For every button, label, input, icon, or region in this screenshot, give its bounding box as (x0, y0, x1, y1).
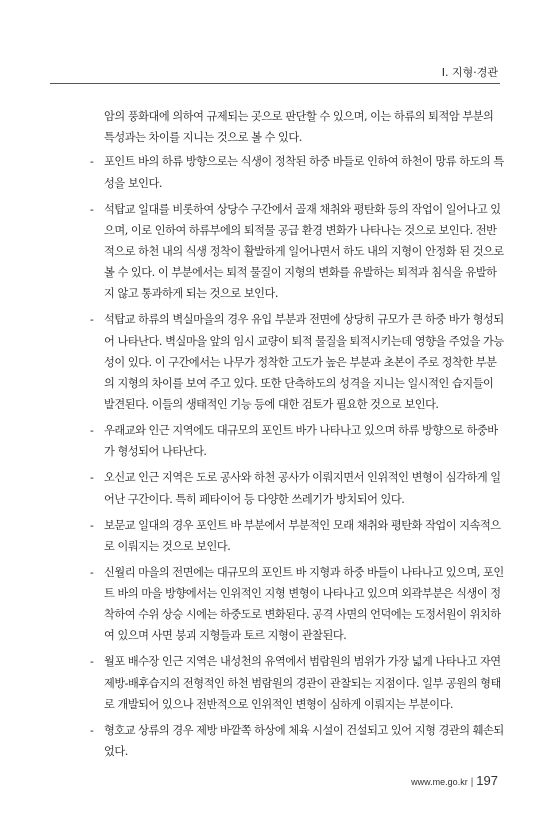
footer-url: www.me.go.kr (411, 777, 468, 787)
bullet-dash: - (90, 202, 94, 216)
bullet-dash: - (90, 155, 94, 169)
bullet-dash: - (90, 518, 94, 532)
bullet-dash: - (90, 313, 94, 327)
list-item-text: 석탑교 일대를 비롯하여 상당수 구간에서 골재 채취와 평탄화 등의 작업이 일어나고 있으며, 이로 인하여 하류부에의 퇴적물 공급 환경 변화가 나타나는 것으로 보인다. 전반적으로 하천 내의 식생 정착이 활발하게 일어나면서 하도 내의 지형이 안정화 된 것으로 볼 수 있다. 이 부분에서는 퇴적 물질이 지형의 변화를 유발하는 퇴적과 침식을 유발하지 않고 통과하게 되는 것으로 보인다. (104, 202, 504, 301)
footer-separator: | (470, 777, 474, 788)
list-item-text: 우래교와 인근 지역에도 대규모의 포인트 바가 나타나고 있으며 하류 방향으로 하중바가 형성되어 나타난다. (104, 424, 498, 459)
bullet-dash: - (90, 723, 94, 737)
list-item (90, 151, 505, 193)
list-item-text: 신월리 마을의 전면에는 대규모의 포인트 바 지형과 하중 바들이 나타나고 있으며, 포인트 바의 마을 방향에서는 인위적인 지형 변형이 나타나고 있으며 외곽부분은 식생이 정착하여 수위 상승 시에는 하중도로 변화된다. 공격 사면의 언덕에는 도정서원이 위치하여 있으며 사면 붕괴 지형들과 토르 지형이 관찰된다. (104, 565, 504, 643)
bullet-dash: - (90, 424, 94, 438)
header-divider (50, 83, 500, 84)
list-item-text: 오신교 인근 지역은 도로 공사와 하천 공사가 이뤄지면서 인위적인 변형이 심각하게 일어난 구간이다. 특히 페타이어 등 다양한 쓰레기가 방치되어 있다. (104, 471, 501, 506)
list-item (90, 467, 505, 509)
page-body (90, 106, 505, 767)
page-number: 197 (476, 773, 498, 788)
bullet-dash: - (90, 655, 94, 669)
intro-paragraph: 암의 풍화대에 의하여 규제되는 곳으로 판단할 수 있으며, 이는 하류의 퇴적암 부분의 특성과는 차이를 지니는 것으로 볼 수 있다. (104, 110, 494, 145)
list-item (90, 720, 505, 762)
list-item-text: 석탑교 하류의 벽실마을의 경우 유입 부분과 전면에 상당히 규모가 큰 하중 바가 형성되어 나타난다. 벽실마을 앞의 임시 교량이 퇴적 물질을 퇴적시키는데 영향을 주었을 가능성이 있다. 이 구간에서는 나무가 정착한 고도가 높은 부분과 초본이 주로 정착한 부분의 지형의 차이를 보여 주고 있다. 또한 단측하도의 성격을 지니는 일시적인 습지들이 발견된다. 이들의 생태적인 기능 등에 대한 검토가 필요한 것으로 보인다. (104, 313, 504, 412)
list-item (90, 199, 505, 305)
list-item-text: 보문교 일대의 경우 포인트 바 부분에서 부분적인 모래 채취와 평탄화 작업이 지속적으로 이뤄지는 것으로 보인다. (104, 518, 501, 553)
bullet-dash: - (90, 565, 94, 579)
list-item-text: 형호교 상류의 경우 제방 바깥쪽 하상에 체육 시설이 건설되고 있어 지형 경관의 훼손되었다. (104, 723, 504, 759)
bullet-dash: - (90, 471, 94, 485)
list-item-text: 포인트 바의 하류 방향으로는 식생이 정착된 하중 바들로 인하여 하천이 망류 하도의 특성을 보인다. (104, 155, 504, 190)
list-item (90, 309, 505, 415)
page-footer (411, 772, 498, 790)
list-item (90, 562, 505, 647)
list-item (90, 651, 505, 715)
list-item (90, 515, 505, 557)
list-item (90, 420, 505, 462)
list-item-text: 월포 배수장 인근 지역은 내성천의 유역에서 범람원의 범위가 가장 넓게 나타나고 자연제방-배후습지의 전형적인 하천 범람원의 경관이 관찰되는 지점이다. 일부 공원의 형태로 개발되어 있으나 전반적으로 인위적인 변형이 심하게 이뤄지는 부분이다. (104, 655, 501, 711)
running-header: I. 지형·경관 (441, 66, 498, 79)
